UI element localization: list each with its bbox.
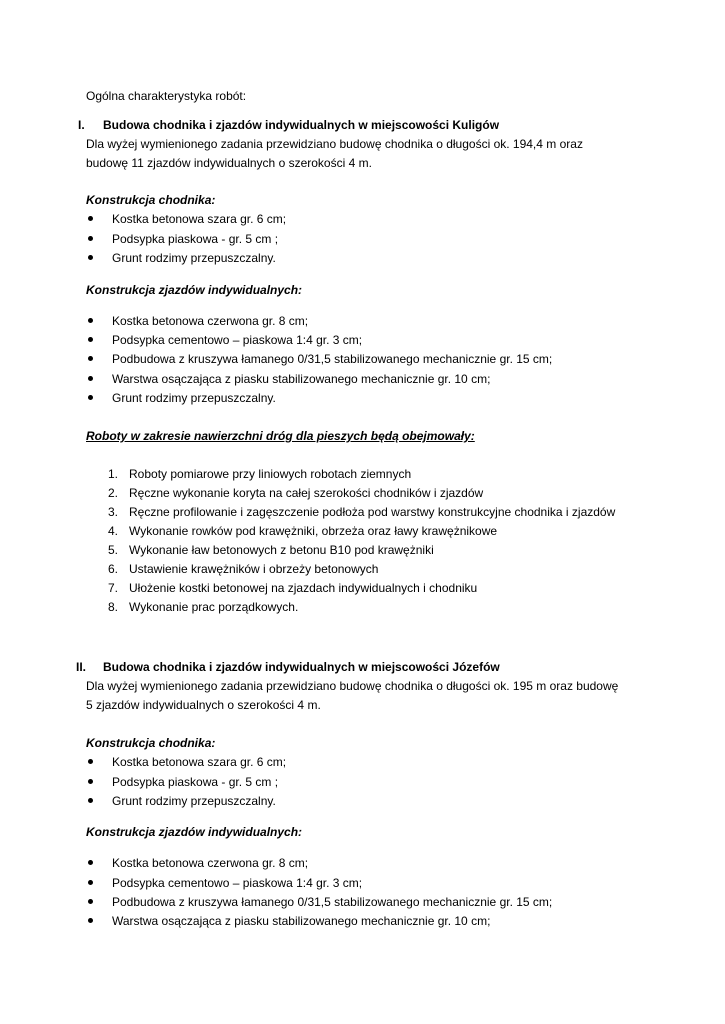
list-item: Podsypka piaskowa - gr. 5 cm ; — [112, 232, 279, 246]
intro-text: Ogólna charakterystyka robót: — [86, 89, 247, 103]
bullet-icon — [88, 337, 93, 342]
list-number: 8. — [107, 600, 118, 614]
bullet-icon — [88, 356, 93, 361]
bullet-icon — [88, 918, 93, 923]
list-item: Podsypka piaskowa - gr. 5 cm ; — [112, 775, 279, 789]
list-item: Kostka betonowa szara gr. 6 cm; — [112, 755, 287, 769]
section-1-desc-line1: Dla wyżej wymienionego zadania przewidziano budowę chodnika o długości ok. 194,4 m oraz — [86, 137, 583, 151]
list-item: Podsypka cementowo – piaskowa 1:4 gr. 3 cm; — [112, 333, 363, 347]
list-item: Grunt rodzimy przepuszczalny. — [112, 251, 276, 265]
bullet-icon — [88, 236, 93, 241]
list-item: Ręczne profilowanie i zagęszczenie podłoża pod warstwy konstrukcyjne chodnika i zjazdów — [129, 505, 616, 519]
list-item: Roboty pomiarowe przy liniowych robotach ziemnych — [129, 467, 412, 481]
section-2-desc-line1: Dla wyżej wymienionego zadania przewidziano budowę chodnika o długości ok. 195 m oraz budowę — [86, 679, 619, 693]
bullet-icon — [88, 759, 93, 764]
list-item: Wykonanie ław betonowych z betonu B10 pod krawężniki — [129, 543, 434, 557]
list-item: Grunt rodzimy przepuszczalny. — [112, 391, 276, 405]
bullet-icon — [88, 880, 93, 885]
list-item: Grunt rodzimy przepuszczalny. — [112, 794, 276, 808]
section-2-title: Budowa chodnika i zjazdów indywidualnych w miejscowości Józefów — [103, 660, 500, 674]
list-number: 3. — [107, 505, 118, 519]
bullet-icon — [88, 899, 93, 904]
section-1-zjazdy-heading: Konstrukcja zjazdów indywidualnych: — [86, 283, 303, 297]
bullet-icon — [88, 798, 93, 803]
bullet-icon — [88, 860, 93, 865]
section-2-desc-line2: 5 zjazdów indywidualnych o szerokości 4 m. — [86, 698, 321, 712]
bullet-icon — [88, 216, 93, 221]
list-item: Wykonanie prac porządkowych. — [129, 600, 299, 614]
list-item: Ustawienie krawężników i obrzeży betonowych — [129, 562, 379, 576]
bullet-icon — [88, 318, 93, 323]
list-item: Warstwa osączająca z piasku stabilizowanego mechanicznie gr. 10 cm; — [112, 372, 491, 386]
section-1-chodnik-heading: Konstrukcja chodnika: — [86, 193, 216, 207]
list-item: Kostka betonowa czerwona gr. 8 cm; — [112, 314, 309, 328]
bullet-icon — [88, 395, 93, 400]
section-2-zjazdy-heading: Konstrukcja zjazdów indywidualnych: — [86, 825, 303, 839]
list-number: 1. — [107, 467, 118, 481]
bullet-icon — [88, 376, 93, 381]
list-item: Wykonanie rowków pod krawężniki, obrzeża oraz ławy krawężnikowe — [129, 524, 498, 538]
list-item: Kostka betonowa szara gr. 6 cm; — [112, 212, 287, 226]
section-1-numeral: I. — [78, 118, 85, 132]
list-item: Podbudowa z kruszywa łamanego 0/31,5 stabilizowanego mechanicznie gr. 15 cm; — [112, 352, 553, 366]
list-item: Podbudowa z kruszywa łamanego 0/31,5 stabilizowanego mechanicznie gr. 15 cm; — [112, 895, 553, 909]
list-item: Ułożenie kostki betonowej na zjazdach indywidualnych i chodniku — [129, 581, 478, 595]
section-1-title: Budowa chodnika i zjazdów indywidualnych w miejscowości Kuligów — [103, 118, 500, 132]
list-number: 4. — [107, 524, 118, 538]
bullet-icon — [88, 779, 93, 784]
list-number: 2. — [107, 486, 118, 500]
list-item: Kostka betonowa czerwona gr. 8 cm; — [112, 856, 309, 870]
list-number: 6. — [107, 562, 118, 576]
list-item: Podsypka cementowo – piaskowa 1:4 gr. 3 cm; — [112, 876, 363, 890]
section-2-chodnik-heading: Konstrukcja chodnika: — [86, 736, 216, 750]
list-number: 5. — [107, 543, 118, 557]
list-number: 7. — [107, 581, 118, 595]
list-item: Ręczne wykonanie koryta na całej szerokości chodników i zjazdów — [129, 486, 484, 500]
section-2-numeral: II. — [76, 660, 87, 674]
bullet-icon — [88, 255, 93, 260]
section-1-roboty-heading: Roboty w zakresie nawierzchni dróg dla pieszych będą obejmowały: — [86, 429, 475, 443]
section-1-desc-line2: budowę 11 zjazdów indywidualnych o szerokości 4 m. — [86, 156, 372, 170]
list-item: Warstwa osączająca z piasku stabilizowanego mechanicznie gr. 10 cm; — [112, 914, 491, 928]
